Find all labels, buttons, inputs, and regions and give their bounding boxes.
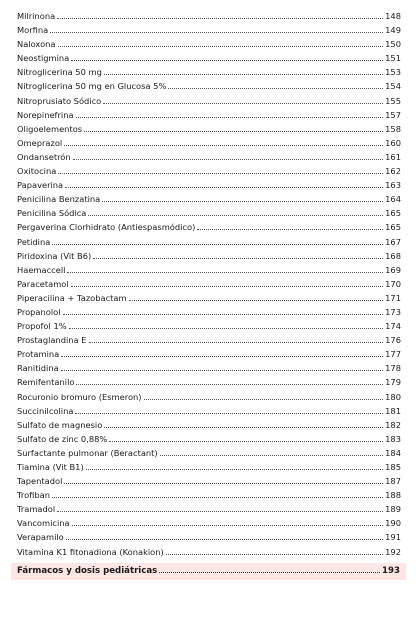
toc-entry[interactable] xyxy=(17,51,401,65)
toc-page-number: 177 xyxy=(385,349,401,360)
toc-entry-title: Vancomicina xyxy=(17,518,70,529)
toc-page-number: 192 xyxy=(385,546,401,557)
leader-dots xyxy=(71,59,383,61)
toc-entry[interactable] xyxy=(17,37,401,51)
toc-entry[interactable] xyxy=(17,249,401,263)
toc-entry-title: Nitroprusiato Sódico xyxy=(17,95,102,106)
leader-dots xyxy=(89,341,384,343)
toc-entry-title: Nitroglicerina 50 mg xyxy=(17,67,102,78)
leader-dots xyxy=(159,571,380,573)
toc-entry-title: Tramadol xyxy=(17,504,56,515)
toc-page-number: 167 xyxy=(385,236,401,247)
toc-entry-title: Tapentadol xyxy=(17,476,63,487)
toc-entry[interactable] xyxy=(17,9,401,23)
toc-entry-title: Remifentanilo xyxy=(17,377,75,388)
leader-dots xyxy=(197,228,383,230)
toc-page-number: 169 xyxy=(385,264,401,275)
leader-dots xyxy=(64,144,383,146)
toc-entry[interactable] xyxy=(17,23,401,37)
toc-entry[interactable] xyxy=(17,361,401,375)
toc-entry[interactable] xyxy=(17,136,401,150)
toc-entry-title: Trofiban xyxy=(17,490,50,501)
leader-dots xyxy=(129,299,384,301)
toc-entry[interactable] xyxy=(17,192,401,206)
toc-page-number: 187 xyxy=(385,476,401,487)
toc-entry[interactable] xyxy=(17,446,401,460)
toc-entry-title: Succinilcolina xyxy=(17,405,74,416)
toc-page-number: 178 xyxy=(385,363,401,374)
toc-entry[interactable] xyxy=(17,460,401,474)
toc-entry-title: Ranitidina xyxy=(17,363,59,374)
toc-page-number: 153 xyxy=(385,67,401,78)
toc-entry-title: Piridoxina (Vit B6) xyxy=(17,250,92,261)
toc-entry[interactable] xyxy=(17,178,401,192)
leader-dots xyxy=(58,172,383,174)
leader-dots xyxy=(50,31,383,33)
toc-page-number: 163 xyxy=(385,180,401,191)
leader-dots xyxy=(72,524,384,526)
toc-page-number: 154 xyxy=(385,81,401,92)
toc-page-number: 189 xyxy=(385,504,401,515)
toc-entry[interactable] xyxy=(17,277,401,291)
toc-page-number: 170 xyxy=(385,278,401,289)
toc-page-number: 155 xyxy=(385,95,401,106)
toc-entry[interactable] xyxy=(17,432,401,446)
toc-entry-title: Petidina xyxy=(17,236,51,247)
toc-entry-title: Penicilina Benzatina xyxy=(17,194,101,205)
leader-dots xyxy=(166,553,383,555)
toc-entry[interactable] xyxy=(17,530,401,544)
toc-entry-title: Neostigmina xyxy=(17,53,70,64)
table-of-contents xyxy=(17,9,401,559)
leader-dots xyxy=(76,116,384,118)
toc-page-number: 181 xyxy=(385,405,401,416)
toc-page-number: 179 xyxy=(385,377,401,388)
toc-entry-title: Morfina xyxy=(17,25,49,36)
leader-dots xyxy=(76,383,383,385)
toc-entry-title: Omeprazol xyxy=(17,137,63,148)
toc-entry[interactable] xyxy=(17,404,401,418)
toc-entry-title: Propofol 1% xyxy=(17,321,67,332)
toc-entry[interactable] xyxy=(17,516,401,530)
leader-dots xyxy=(84,130,383,132)
toc-entry[interactable] xyxy=(17,65,401,79)
toc-entry-title: Pergaverina Clorhidrato (Antiespasmódico) xyxy=(17,222,196,233)
toc-page-number: 188 xyxy=(385,490,401,501)
toc-entry[interactable] xyxy=(17,235,401,249)
toc-page-number: 161 xyxy=(385,151,401,162)
toc-entry[interactable] xyxy=(17,79,401,93)
toc-entry-title: Nitroglicerina 50 mg en Glucosa 5% xyxy=(17,81,167,92)
toc-entry-title: Prostaglandina E xyxy=(17,335,87,346)
toc-entry[interactable] xyxy=(17,319,401,333)
leader-dots xyxy=(67,271,383,273)
toc-page-number: 191 xyxy=(385,532,401,543)
toc-page-number: 158 xyxy=(385,123,401,134)
toc-page-number: 150 xyxy=(385,39,401,50)
leader-dots xyxy=(109,440,383,442)
toc-entry[interactable] xyxy=(17,502,401,516)
leader-dots xyxy=(88,214,383,216)
leader-dots xyxy=(104,426,383,428)
toc-entry-title: Milrinona xyxy=(17,11,56,21)
toc-page-number: 149 xyxy=(385,25,401,36)
toc-entry-title: Surfactante pulmonar (Beractant) xyxy=(17,447,158,458)
toc-page-number: 168 xyxy=(385,250,401,261)
toc-entry[interactable] xyxy=(17,305,401,319)
toc-entry[interactable] xyxy=(17,390,401,404)
leader-dots xyxy=(104,73,383,75)
leader-dots xyxy=(52,496,383,498)
toc-page-number: 173 xyxy=(385,306,401,317)
toc-entry-title: Penicilina Sódica xyxy=(17,208,87,219)
toc-page-number: 180 xyxy=(385,391,401,402)
toc-entry-title: Propanolol xyxy=(17,306,61,317)
toc-entry[interactable] xyxy=(17,488,401,502)
toc-page-number: 162 xyxy=(385,166,401,177)
leader-dots xyxy=(69,327,384,329)
toc-entry-title: Ondansetrón xyxy=(17,151,71,162)
toc-page-number: 171 xyxy=(385,292,401,303)
toc-entry[interactable] xyxy=(17,418,401,432)
toc-entry[interactable] xyxy=(17,164,401,178)
toc-entry[interactable] xyxy=(17,291,401,305)
toc-entry[interactable] xyxy=(17,206,401,220)
toc-page-number: 182 xyxy=(385,419,401,430)
toc-entry[interactable] xyxy=(17,375,401,389)
toc-page-number: 190 xyxy=(385,518,401,529)
leader-dots xyxy=(61,355,383,357)
section-page-number: 193 xyxy=(382,566,400,576)
toc-page-number: 151 xyxy=(385,53,401,64)
toc-entry[interactable] xyxy=(17,263,401,277)
section-title: Fármacos y dosis pediátricas xyxy=(17,566,158,576)
leader-dots xyxy=(103,102,383,104)
toc-entry-title: Naloxona xyxy=(17,39,56,50)
leader-dots xyxy=(71,285,383,287)
leader-dots xyxy=(57,510,383,512)
leader-dots xyxy=(52,243,383,245)
toc-entry[interactable] xyxy=(17,545,401,559)
leader-dots xyxy=(63,313,384,315)
toc-entry-title: Verapamilo xyxy=(17,532,64,543)
section-entry[interactable] xyxy=(11,563,406,580)
toc-entry-title: Norepinefrina xyxy=(17,109,74,120)
leader-dots xyxy=(144,398,384,400)
toc-page-number: 183 xyxy=(385,433,401,444)
toc-entry[interactable] xyxy=(17,108,401,122)
toc-entry[interactable] xyxy=(17,150,401,164)
toc-entry[interactable] xyxy=(17,220,401,234)
leader-dots xyxy=(58,45,384,47)
toc-entry-title: Sulfato de zinc 0,88% xyxy=(17,433,108,444)
toc-entry-title: Rocuronio bromuro (Esmeron) xyxy=(17,391,142,402)
leader-dots xyxy=(168,87,383,89)
toc-page-number: 176 xyxy=(385,335,401,346)
toc-entry[interactable] xyxy=(17,122,401,136)
toc-page-number: 184 xyxy=(385,447,401,458)
toc-entry-title: Vitamina K1 fitonadiona (Konakion) xyxy=(17,546,164,557)
toc-page-number: 174 xyxy=(385,321,401,332)
leader-dots xyxy=(86,468,383,470)
leader-dots xyxy=(65,186,383,188)
toc-entry[interactable] xyxy=(17,94,401,108)
toc-page-number: 157 xyxy=(385,109,401,120)
leader-dots xyxy=(57,17,383,19)
toc-page-number: 164 xyxy=(385,194,401,205)
toc-page-number: 185 xyxy=(385,462,401,472)
toc-entry-title: Piperacilina + Tazobactam xyxy=(17,292,127,303)
toc-entry-title: Papaverina xyxy=(17,180,64,191)
toc-entry[interactable] xyxy=(17,333,401,347)
toc-entry[interactable] xyxy=(17,347,401,361)
leader-dots xyxy=(64,482,383,484)
leader-dots xyxy=(102,200,383,202)
leader-dots xyxy=(61,369,383,371)
toc-entry-title: Oxitocina xyxy=(17,166,57,177)
toc-entry[interactable] xyxy=(17,474,401,488)
leader-dots xyxy=(66,538,383,540)
leader-dots xyxy=(93,257,383,259)
toc-entry-title: Sulfato de magnesio xyxy=(17,419,103,430)
toc-entry-title: Haemaccell xyxy=(17,264,66,275)
toc-entry-title: Oligoelementos xyxy=(17,123,83,134)
toc-page-number: 148 xyxy=(385,11,401,21)
leader-dots xyxy=(160,454,384,456)
leader-dots xyxy=(75,412,383,414)
toc-page-number: 165 xyxy=(385,208,401,219)
toc-entry-title: Paracetamol xyxy=(17,278,69,289)
toc-page-number: 160 xyxy=(385,137,401,148)
toc-page-number: 165 xyxy=(385,222,401,233)
leader-dots xyxy=(73,158,384,160)
toc-entry-title: Protamina xyxy=(17,349,60,360)
toc-entry-title: Tiamina (Vit B1) xyxy=(17,462,84,472)
